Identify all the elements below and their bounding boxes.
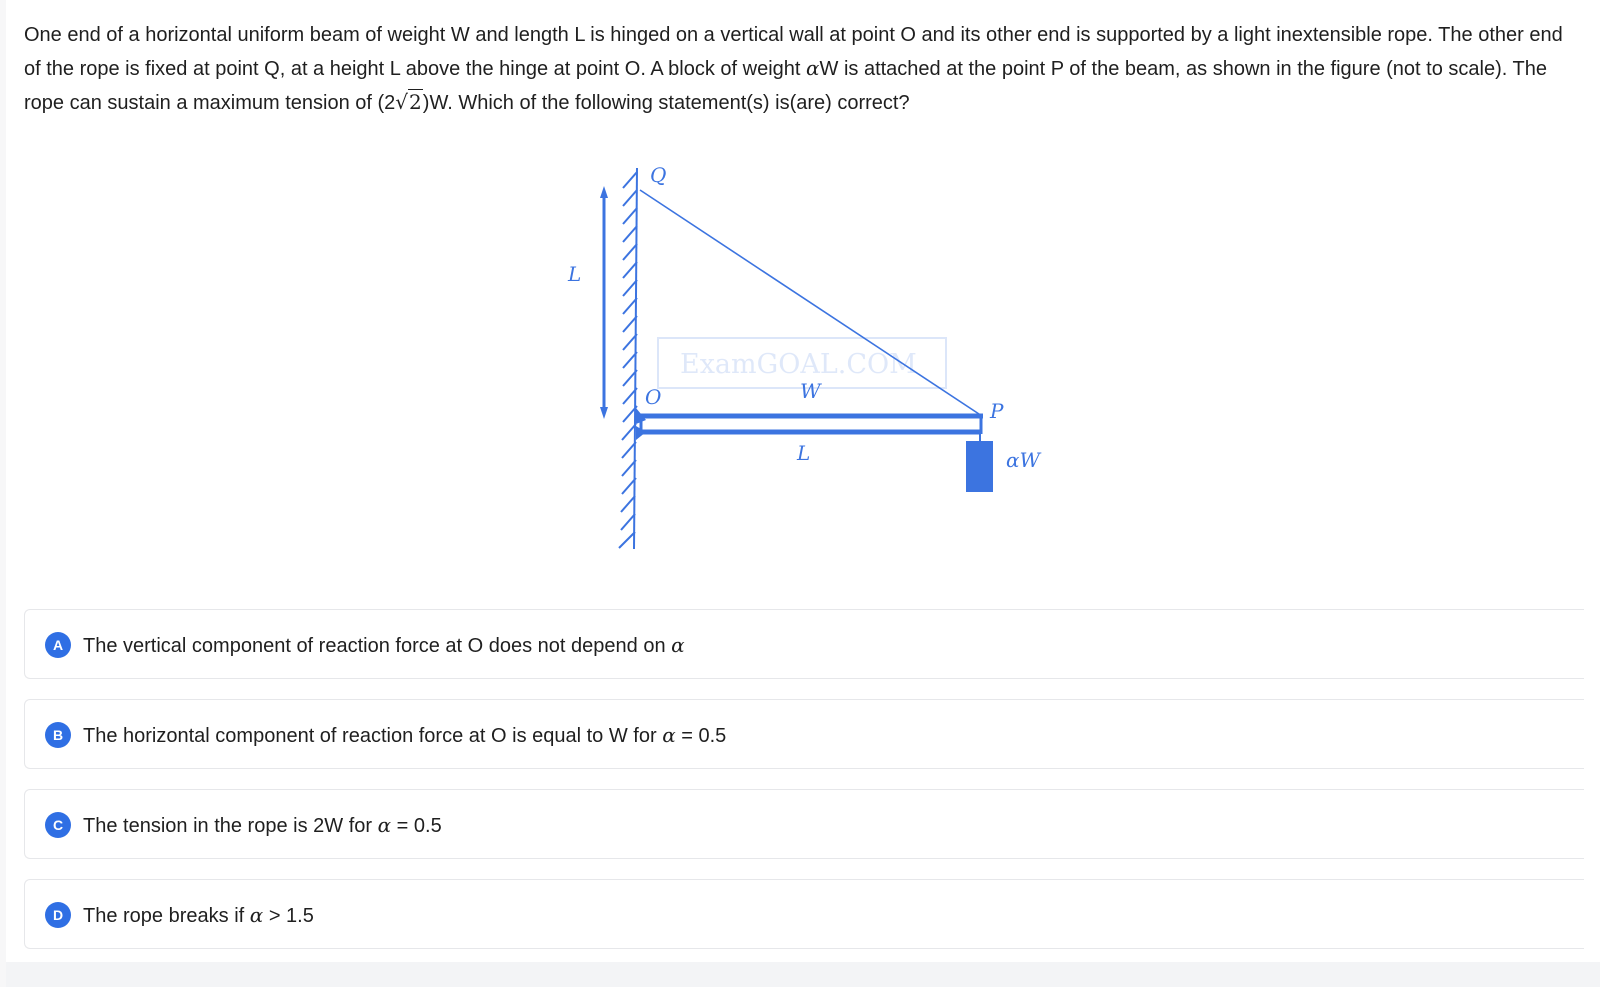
option-a-badge: A (45, 632, 71, 658)
label-w: W (800, 379, 821, 403)
option-d-badge: D (45, 902, 71, 928)
sqrt-argument: 2 (409, 90, 422, 114)
hanging-block (966, 434, 993, 492)
option-b-badge: B (45, 722, 71, 748)
option-c-alpha: α (377, 813, 392, 837)
watermark: ExamGOAL.COM (680, 349, 917, 380)
option-c-badge: C (45, 812, 71, 838)
option-b-alpha: α (662, 723, 676, 747)
page-bottom-strip (6, 962, 1600, 987)
sqrt-symbol: √ (395, 90, 409, 114)
option-b[interactable] (24, 699, 1584, 769)
option-d-text-post: > 1.5 (263, 905, 314, 927)
wall-hatching (619, 168, 637, 549)
option-a-alpha: α (671, 633, 685, 657)
option-a-text (83, 632, 685, 659)
option-b-text-pre: The horizontal component of reaction force at O is equal to W for (83, 725, 663, 747)
height-dimension-arrow (600, 186, 608, 419)
label-q: Q (650, 163, 667, 187)
option-c[interactable] (24, 789, 1584, 859)
label-alpha-w: αW (1006, 448, 1041, 472)
alpha-symbol: α (806, 56, 820, 80)
option-a[interactable] (24, 609, 1584, 679)
label-p: P (990, 399, 1004, 423)
label-l-horizontal: L (797, 441, 811, 465)
option-d[interactable] (24, 879, 1584, 949)
option-c-text-pre: The tension in the rope is 2W for (83, 815, 378, 837)
option-b-text (83, 722, 726, 749)
question-text-part3: )W. Which of the following statement(s) is(are) correct? (422, 92, 910, 114)
beam (636, 408, 983, 440)
option-d-alpha: α (249, 903, 264, 927)
option-c-text (83, 812, 442, 839)
label-l-vertical: L (568, 262, 582, 286)
option-d-text (83, 902, 314, 929)
option-a-text-pre: The vertical component of reaction force at O does not depend on (83, 635, 672, 657)
option-b-text-post: = 0.5 (675, 725, 727, 747)
question-text-part2: W is attached at the point P of the beam, as shown in the figure (not to scale). The rope can sustain a maximum tension of (2 (24, 58, 1547, 114)
label-o: O (645, 385, 662, 409)
question-text-part1: One end of a horizontal uniform beam of weight W and length L is hinged on a vertical wall at point O and its other end is supported by a light inextensible rope. The other end of the rope is fixed at point Q, at a height L above the hinge at point O. A block of weight (24, 24, 1563, 80)
option-c-text-post: = 0.5 (391, 815, 442, 837)
option-d-text-pre: The rope breaks if (83, 905, 250, 927)
